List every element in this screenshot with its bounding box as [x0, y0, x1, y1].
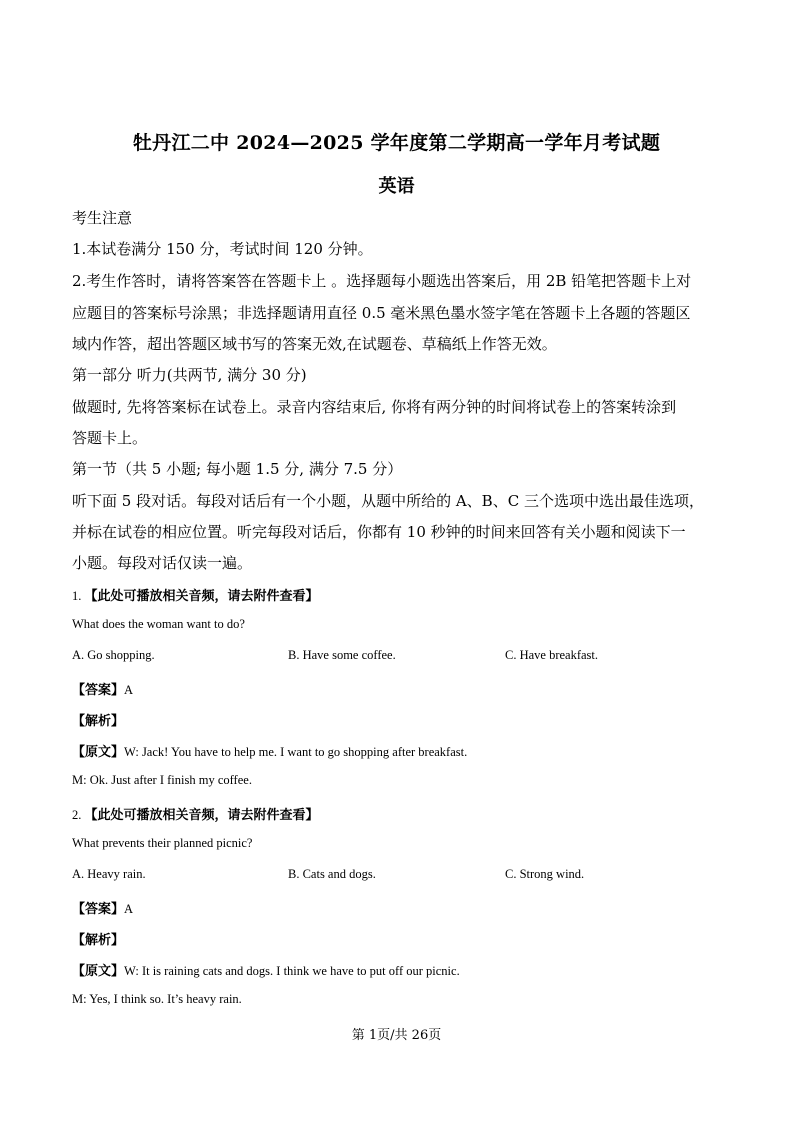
question-number: 1. [72, 589, 85, 603]
question-2-text: What prevents their planned picnic? [72, 836, 253, 850]
answer-label: 【答案】 [72, 683, 125, 698]
notice-heading: 考生注意 [72, 209, 133, 227]
question-2-option-c: C. Strong wind. [505, 867, 585, 881]
transcript-label: 【原文】 [72, 964, 125, 979]
section1-instruction-line-1: 听下面 5 段对话。每段对话后有一个小题，从题中所给的 A、B、C 三个选项中选出最佳选项， [72, 492, 704, 510]
transcript-line: W: It is raining cats and dogs. I think we have to put off our picnic. [124, 964, 460, 978]
notice-item-2-line-3: 域内作答，超出答题区域书写的答案无效,在试题卷、草稿纸上作答无效。 [72, 335, 557, 353]
notice-item-2-line-2: 应题目的答案标号涂黑；非选择题请用直径 0.5 毫米黑色墨水签字笔在答题卡上各题的答题区 [72, 304, 691, 322]
question-1-option-b: B. Have some coffee. [288, 648, 396, 662]
answer-value: A [124, 902, 134, 916]
question-1-header [72, 585, 319, 604]
subject-title: 英语 [378, 176, 415, 197]
section1-instruction-line-3: 小题。每段对话仅读一遍。 [72, 554, 253, 572]
answer-value: A [124, 683, 134, 697]
notice-item-2-line-1: 2.考生作答时，请将答案答在答题卡上 。选择题每小题选出答案后，用 2B 铅笔把答题卡上对 [72, 272, 692, 290]
audio-note: 【此处可播放相关音频，请去附件查看】 [84, 589, 319, 604]
question-1-option-c: C. Have breakfast. [505, 648, 599, 662]
question-2-option-a: A. Heavy rain. [72, 867, 146, 881]
transcript-label: 【原文】 [72, 745, 125, 760]
page-title: 牡丹江二中 2024—2025 学年度第二学期高一学年月考试题 [132, 132, 661, 154]
question-2-answer [72, 898, 133, 917]
page-number: 第 1页/共 26页 [351, 1028, 442, 1043]
question-1-analysis-label: 【解析】 [72, 714, 125, 729]
notice-item-1: 1.本试卷满分 150 分，考试时间 120 分钟。 [72, 240, 373, 258]
audio-note: 【此处可播放相关音频，请去附件查看】 [84, 808, 319, 823]
section1-instruction-line-2: 并标在试卷的相应位置。听完每段对话后，你都有 10 秒钟的时间来回答有关小题和阅读下一 [72, 523, 686, 541]
question-1-option-a: A. Go shopping. [72, 648, 155, 662]
question-2-transcript-line-2: M: Yes, I think so. It’s heavy rain. [72, 992, 242, 1006]
question-2-transcript [72, 960, 460, 979]
section1-heading: 第一节（共 5 小题; 每小题 1.5 分, 满分 7.5 分） [72, 460, 403, 478]
part1-instruction-line-2: 答题卡上。 [72, 429, 148, 447]
part1-heading: 第一部分 听力(共两节, 满分 30 分) [72, 366, 307, 384]
part1-instruction-line-1: 做题时, 先将答案标在试卷上。录音内容结束后, 你将有两分钟的时间将试卷上的答案转涂到 [72, 398, 677, 416]
question-1-transcript-line-2: M: Ok. Just after I finish my coffee. [72, 773, 252, 787]
question-2-analysis-label: 【解析】 [72, 933, 125, 948]
question-2-option-b: B. Cats and dogs. [288, 867, 376, 881]
question-2-header [72, 804, 319, 823]
question-1-transcript [72, 741, 467, 760]
question-1-answer [72, 679, 133, 698]
question-1-text: What does the woman want to do? [72, 617, 245, 631]
answer-label: 【答案】 [72, 902, 125, 917]
question-number: 2. [72, 808, 85, 822]
transcript-line: W: Jack! You have to help me. I want to go shopping after breakfast. [124, 745, 468, 759]
